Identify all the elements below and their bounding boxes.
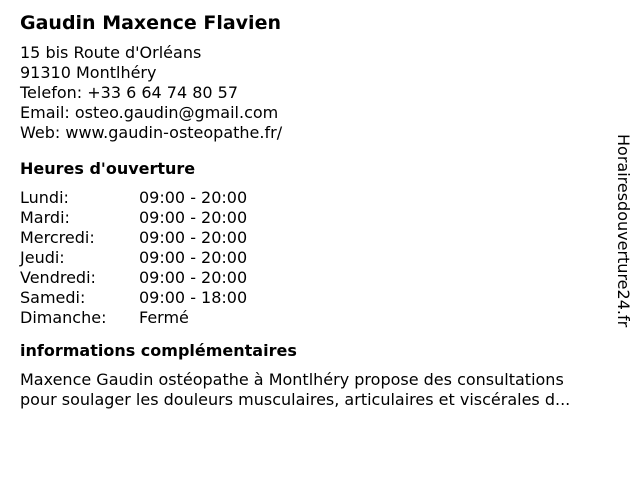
time-value: 09:00 - 20:00 bbox=[139, 208, 248, 227]
day-label: Vendredi: bbox=[20, 268, 96, 287]
address-city: 91310 Montlhéry bbox=[20, 63, 157, 82]
hours-row-tuesday bbox=[20, 208, 610, 228]
time-value: 09:00 - 20:00 bbox=[139, 248, 248, 267]
hours-row-friday bbox=[20, 268, 610, 288]
phone-number: Telefon: +33 6 64 74 80 57 bbox=[20, 83, 239, 102]
brand-watermark bbox=[613, 134, 633, 364]
info-line: Maxence Gaudin ostéopathe à Montlhéry propose des consultations bbox=[20, 370, 564, 389]
business-name: Gaudin Maxence Flavien bbox=[20, 12, 281, 34]
business-card bbox=[20, 11, 610, 410]
website: Web: www.gaudin-osteopathe.fr/ bbox=[20, 123, 283, 142]
hours-row-saturday bbox=[20, 288, 610, 308]
hours-row-thursday bbox=[20, 248, 610, 268]
opening-hours-table bbox=[20, 188, 610, 328]
contact-details bbox=[20, 43, 610, 143]
time-value: 09:00 - 20:00 bbox=[139, 188, 248, 207]
hours-row-sunday bbox=[20, 308, 610, 328]
time-value: 09:00 - 20:00 bbox=[139, 268, 248, 287]
day-label: Lundi: bbox=[20, 188, 69, 207]
hours-row-monday bbox=[20, 188, 610, 208]
info-line: pour soulager les douleurs musculaires, articulaires et viscérales d... bbox=[20, 390, 571, 409]
additional-info-heading: informations complémentaires bbox=[20, 341, 297, 360]
day-label: Dimanche: bbox=[20, 308, 107, 327]
brand-text: Horairesdouverture24.fr bbox=[614, 134, 633, 328]
opening-hours-heading: Heures d'ouverture bbox=[20, 159, 196, 178]
additional-info-text bbox=[20, 370, 610, 410]
day-label: Mardi: bbox=[20, 208, 70, 227]
hours-row-wednesday bbox=[20, 228, 610, 248]
day-label: Jeudi: bbox=[20, 248, 65, 267]
day-label: Samedi: bbox=[20, 288, 86, 307]
time-value: 09:00 - 18:00 bbox=[139, 288, 248, 307]
time-value: 09:00 - 20:00 bbox=[139, 228, 248, 247]
day-label: Mercredi: bbox=[20, 228, 95, 247]
address-street: 15 bis Route d'Orléans bbox=[20, 43, 202, 62]
email-address: Email: osteo.gaudin@gmail.com bbox=[20, 103, 279, 122]
time-value: Fermé bbox=[139, 308, 189, 327]
